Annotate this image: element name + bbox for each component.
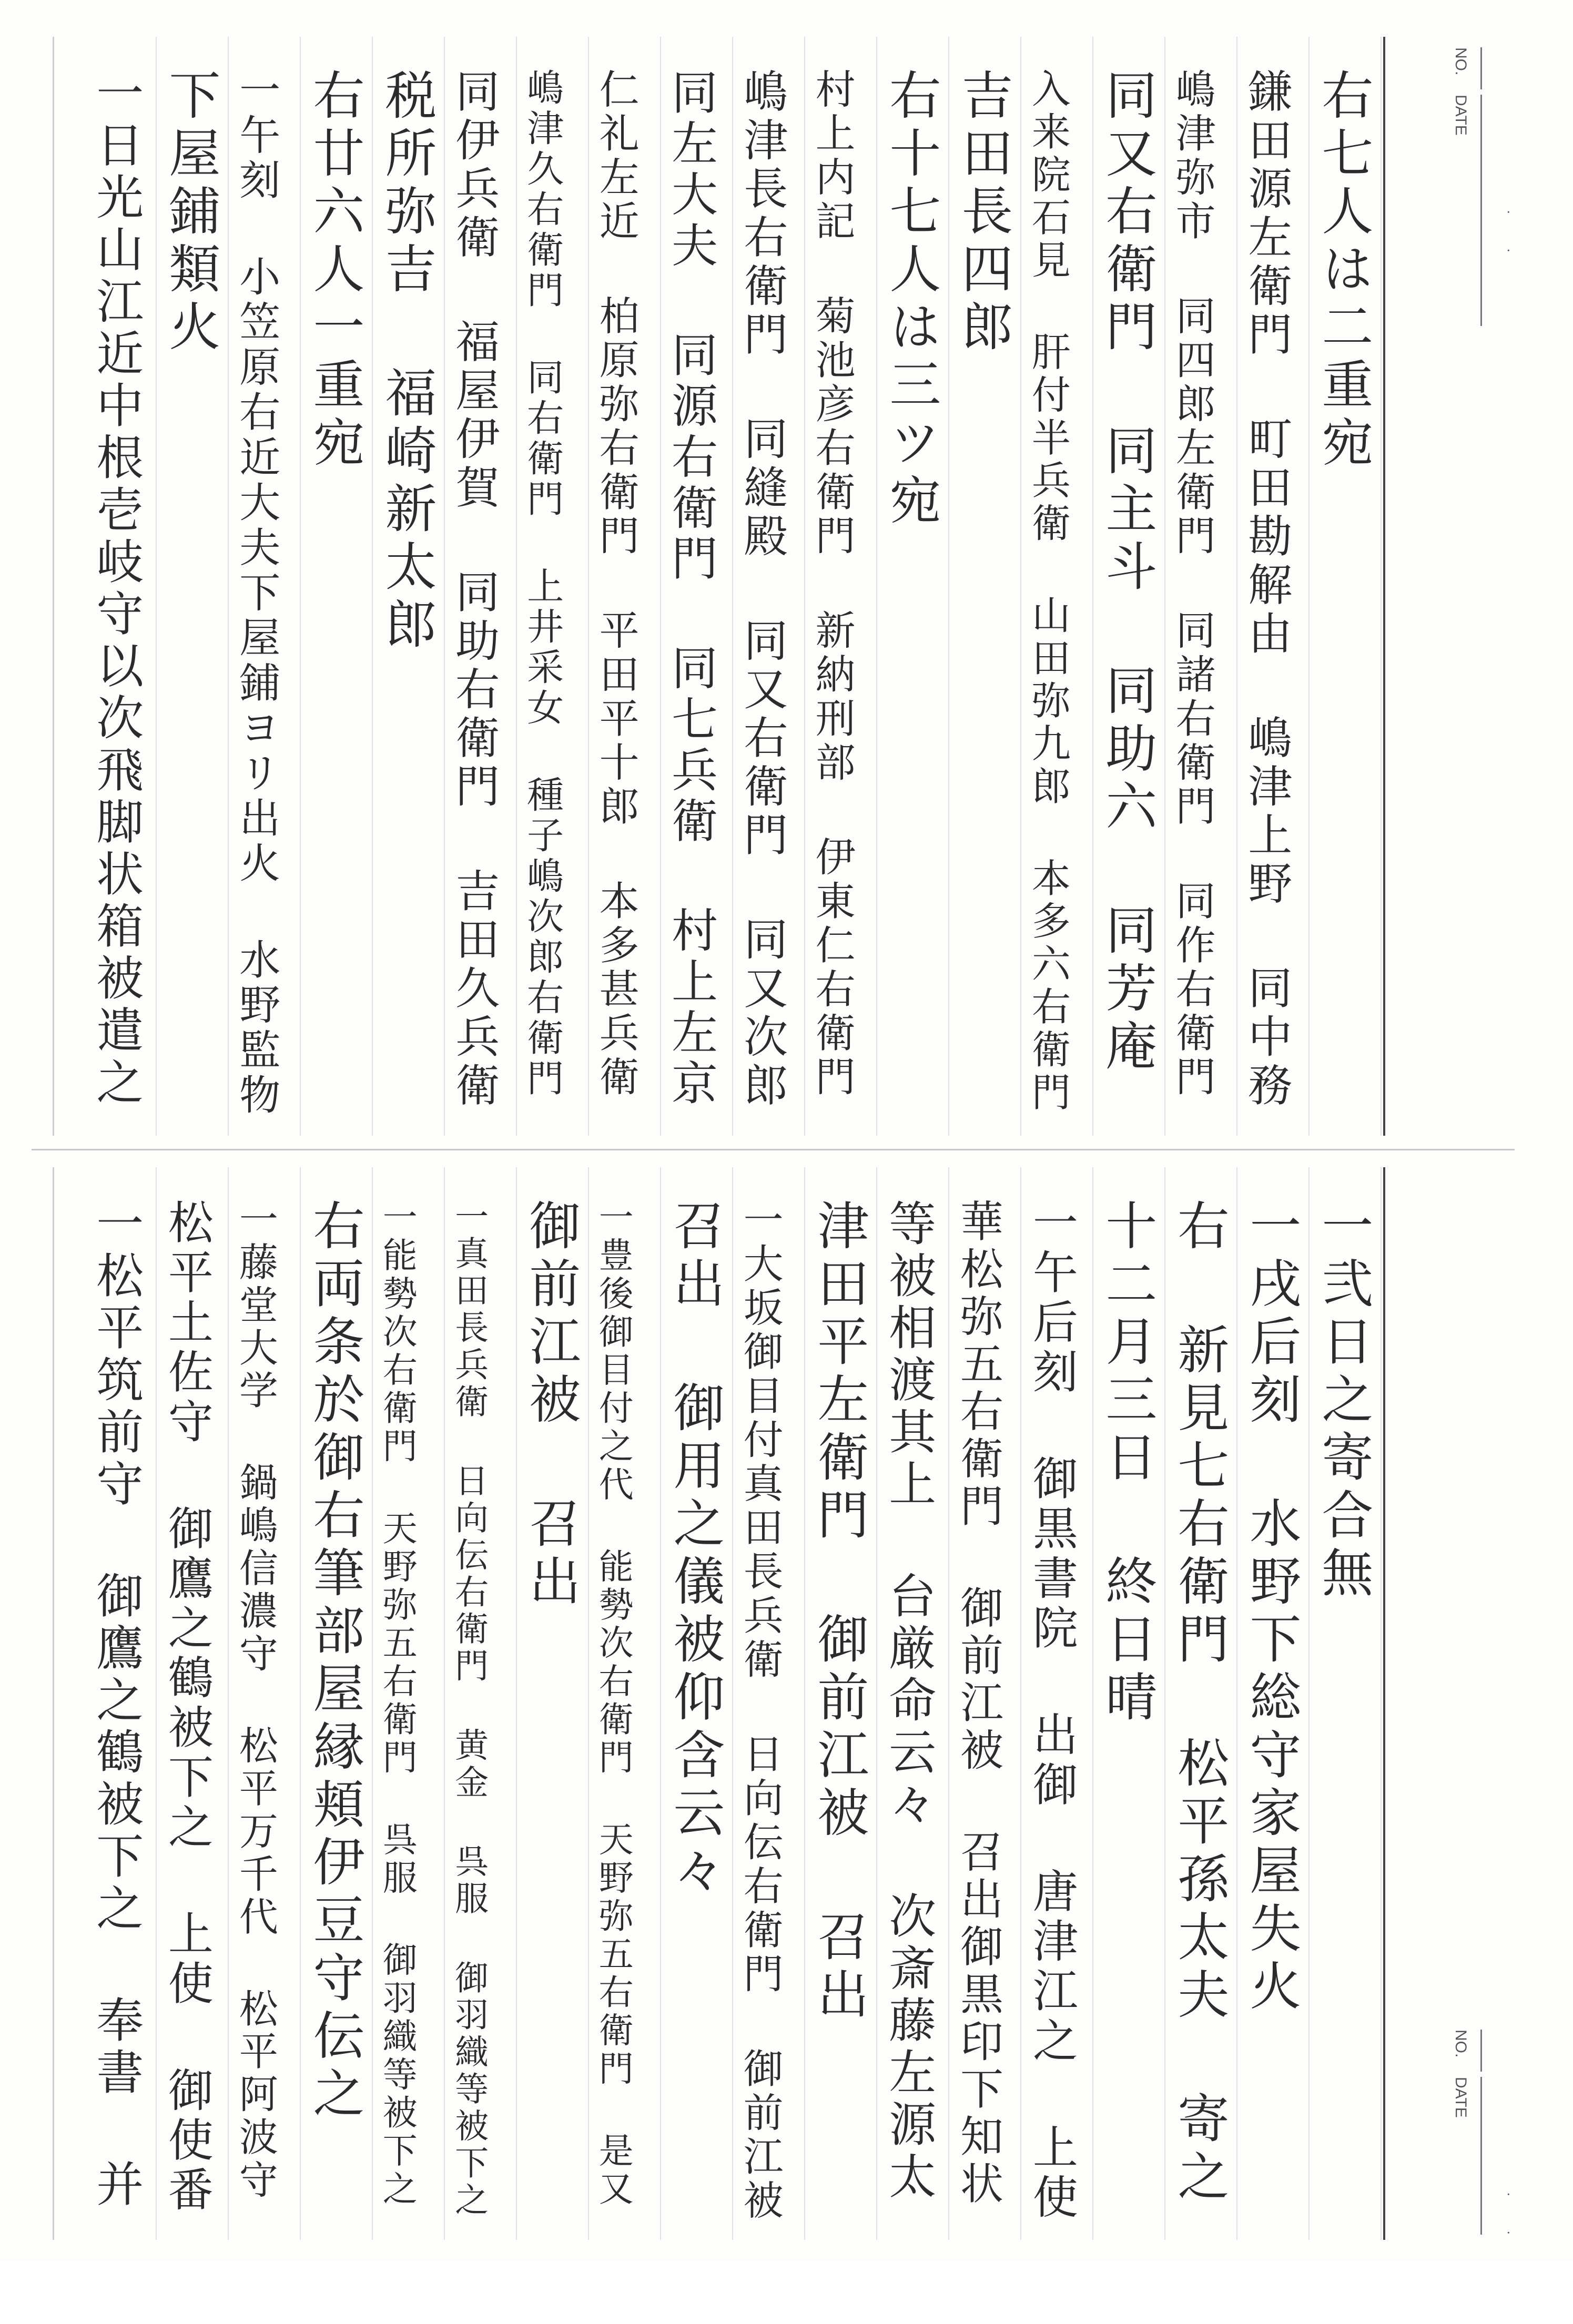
ruled-line (588, 1167, 589, 2240)
date-dots: . . (1505, 210, 1520, 268)
manuscript-column: 召出 御用之儀被仰含云々 (664, 1199, 725, 1901)
ruled-line (516, 37, 517, 1136)
ruled-line (732, 1167, 733, 2240)
manuscript-column: 一能勢次右衛門 天野弥五右衛門 呉服 御羽織等被下之 (377, 1199, 418, 2209)
manuscript-column: 下屋鋪類火 (160, 68, 220, 358)
manuscript-column: 同又右衛門 同主斗 同助六 同芳庵 (1097, 68, 1157, 1077)
manuscript-column: 一藤堂大学 鍋嶋信濃守 松平万千代 松平阿波守 (232, 1199, 278, 2203)
upper-page (32, 37, 1546, 1136)
manuscript-column: 右七人は二重宛 (1313, 68, 1373, 473)
ruled-line (948, 37, 949, 1136)
manuscript-column: 松平土佐守 御鷹之鶴被下之 上使 御使番 (160, 1199, 213, 2216)
manuscript-column: 十二月三日 終日晴 (1097, 1199, 1157, 1728)
manuscript-column: 一弐日之寄合無 (1313, 1199, 1373, 1604)
manuscript-column: 等被相渡其上 台厳命云々 次斎藤左源太 (880, 1199, 936, 2204)
manuscript-column: 御前江被 召出 (520, 1199, 581, 1612)
manuscript-column: 右十七人は三ツ宛 (880, 68, 941, 531)
manuscript-column: 一松平筑前守 御鷹之鶴被下之 奉書 并 (88, 1199, 144, 2211)
ruled-line (804, 1167, 805, 2240)
ruled-line (372, 37, 373, 1136)
manuscript-column: 右廿六人一重宛 (304, 68, 364, 473)
ruled-line (1381, 37, 1382, 1136)
ruled-line (732, 37, 733, 1136)
page-fold-divider (32, 1149, 1515, 1150)
manuscript-column: 鎌田源左衛門 町田勘解由 嶋津上野 同中務 (1241, 68, 1293, 1111)
ruled-line (876, 1167, 877, 2240)
ruled-line (1164, 37, 1165, 1136)
ruled-line (948, 1167, 949, 2240)
upper-margin-stamp (1441, 47, 1546, 342)
ruled-line (1236, 37, 1237, 1136)
manuscript-column: 税所弥吉 福崎新太郎 (376, 68, 437, 655)
manuscript-column: 右 新見七右衛門 松平孫太夫 寄之 (1169, 1199, 1229, 2207)
date-dots: . . (1505, 2193, 1520, 2250)
date-line (1480, 2077, 1482, 2235)
manuscript-column: 嶋津長右衛門 同縫殿 同又右衛門 同又次郎 (736, 68, 788, 1111)
manuscript-column: 一大坂御目付真田長兵衛 日向伝右衛門 御前江被 (737, 1199, 784, 2224)
ruled-line (1381, 1167, 1382, 2240)
ruled-line (804, 37, 805, 1136)
ruled-line (588, 37, 589, 1136)
no-label: NO. (1452, 47, 1469, 76)
left-margin-line (53, 1167, 54, 2240)
date-label: DATE (1452, 95, 1469, 136)
date-label: DATE (1452, 2077, 1469, 2118)
manuscript-column: 一日光山江近中根壱岐守以次飛脚状箱被遣之 (88, 68, 144, 1109)
lower-page (32, 1167, 1546, 2250)
manuscript-column: 同左大夫 同源右衛門 同七兵衛 村上左京 (664, 68, 719, 1110)
manuscript-column: 津田平左衛門 御前江被 召出 (808, 1199, 869, 2025)
date-line (1480, 95, 1482, 326)
manuscript-column: 仁礼左近 柏原弥右衛門 平田平十郎 本多甚兵衛 (593, 68, 640, 1100)
ruled-line (516, 1167, 517, 2240)
ruled-line (156, 37, 157, 1136)
manuscript-column: 同伊兵衛 福屋伊賀 同助右衛門 吉田久兵衛 (448, 68, 500, 1111)
ruled-line (1308, 1167, 1310, 2240)
manuscript-column: 一午刻 小笠原右近大夫下屋鋪ヨリ出火 水野監物 (232, 68, 280, 1119)
manuscript-column: 右両条於御右筆部屋縁頬伊豆守伝之 (304, 1199, 364, 2124)
header-margin-line (1383, 37, 1385, 1136)
ruled-line (444, 1167, 445, 2240)
ruled-line (300, 1167, 301, 2240)
manuscript-column: 嶋津弥市 同四郎左衛門 同諸右衛門 同作右衛門 (1169, 68, 1216, 1100)
manuscript-column: 吉田長四郎 (952, 68, 1013, 358)
ruled-line (660, 37, 661, 1136)
manuscript-column: 一午后刻 御黒書院 出御 唐津江之 上使 (1024, 1199, 1078, 2223)
ruled-line (1236, 1167, 1237, 2240)
left-margin-line (53, 37, 54, 1136)
manuscript-column: 入来院石見 肝付半兵衛 山田弥九郎 本多六右衛門 (1025, 68, 1071, 1115)
manuscript-column: 村上内記 菊池彦右衛門 新納刑部 伊東仁右衛門 (809, 68, 856, 1100)
no-label: NO. (1452, 2030, 1469, 2058)
ruled-line (1020, 1167, 1021, 2240)
manuscript-column: 華松弥五右衛門 御前江被 召出御黒印下知状 (953, 1199, 1003, 2209)
lower-margin-stamp (1441, 2030, 1546, 2324)
ruled-line (444, 37, 445, 1136)
ruled-line (1164, 1167, 1165, 2240)
ruled-line (660, 1167, 661, 2240)
manuscript-column: 一豊後御目付之代 能勢次右衛門 天野弥五右衛門 是又 (593, 1199, 634, 2209)
ruled-line (228, 1167, 229, 2240)
header-margin-line (1383, 1167, 1385, 2240)
ruled-line (1308, 37, 1310, 1136)
ruled-line (1092, 37, 1093, 1136)
manuscript-column: 一真田長兵衛 日向伝右衛門 黄金 呉服 御羽織等被下之 (449, 1199, 489, 2219)
ruled-line (1092, 1167, 1093, 2240)
ruled-line (228, 37, 229, 1136)
ruled-line (876, 37, 877, 1136)
manuscript-column: 嶋津久右衛門 同右衛門 上井采女 種子嶋次郎右衛門 (521, 68, 564, 1099)
manuscript-column: 一戌后刻 水野下総守家屋失火 (1241, 1199, 1301, 2017)
no-line (1480, 2030, 1482, 2072)
ruled-line (156, 1167, 157, 2240)
ruled-line (1020, 37, 1021, 1136)
ruled-line (372, 1167, 373, 2240)
no-line (1480, 47, 1482, 89)
ruled-line (300, 37, 301, 1136)
